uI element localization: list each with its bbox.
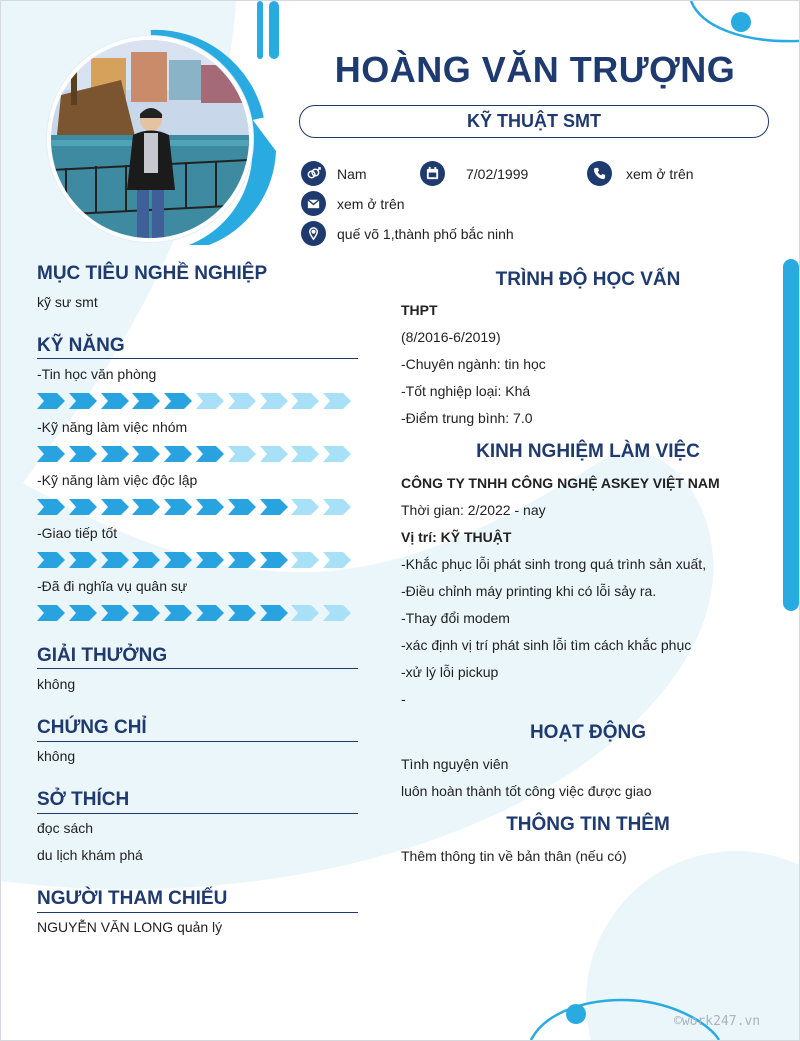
skill-arrow-filled xyxy=(132,605,160,621)
hobbies-title: SỞ THÍCH xyxy=(37,789,130,810)
objective-title: MỤC TIÊU NGHỀ NGHIỆP xyxy=(37,263,268,284)
skill-arrow-empty xyxy=(323,605,351,621)
awards-title: GIẢI THƯỞNG xyxy=(37,645,168,666)
experience-position xyxy=(401,529,511,545)
skill-arrow-filled xyxy=(132,552,160,568)
skill-arrow-filled xyxy=(196,499,224,515)
skill-arrow-filled xyxy=(196,446,224,462)
skill-label: -Kỹ năng làm việc nhóm xyxy=(37,419,188,435)
certificates-title: CHỨNG CHỈ xyxy=(37,717,147,738)
skill-arrow-filled xyxy=(260,552,288,568)
awards-text: không xyxy=(37,676,76,692)
skill-level-bar xyxy=(37,605,355,621)
experience-line: -Điều chỉnh máy printing khi có lỗi sảy ra. xyxy=(401,583,657,599)
skill-arrow-filled xyxy=(196,552,224,568)
watermark: ©work247.vn xyxy=(674,1014,761,1029)
experience-title: KINH NGHIỆM LÀM VIỆC xyxy=(476,441,700,462)
skill-arrow-filled xyxy=(37,446,65,462)
activity-line: Tình nguyện viên xyxy=(401,756,509,772)
skill-arrow-filled xyxy=(132,446,160,462)
skill-arrow-empty xyxy=(260,393,288,409)
skill-arrow-filled xyxy=(132,499,160,515)
skill-arrow-filled xyxy=(101,552,129,568)
bg-circle-bottom-right xyxy=(586,851,799,1040)
skill-level-bar xyxy=(37,393,355,409)
objective-text: kỹ sư smt xyxy=(37,294,98,310)
skill-arrow-empty xyxy=(291,499,319,515)
phone-value: xem ở trên xyxy=(626,165,694,182)
skill-arrow-empty xyxy=(291,446,319,462)
skill-level-bar xyxy=(37,446,355,462)
candidate-name: HOÀNG VĂN TRƯỢNG xyxy=(334,49,736,90)
skill-label: -Tin học văn phòng xyxy=(37,366,157,382)
skill-arrow-empty xyxy=(323,393,351,409)
skill-arrow-filled xyxy=(228,605,256,621)
job-title-box xyxy=(299,105,769,138)
skill-arrow-filled xyxy=(37,552,65,568)
hobbies-divider xyxy=(37,813,358,814)
more-info-text: Thêm thông tin về bản thân (nếu có) xyxy=(401,848,627,864)
skill-arrow-filled xyxy=(228,552,256,568)
contact-gender xyxy=(301,161,367,186)
skill-arrow-empty xyxy=(323,446,351,462)
profile-photo-frame xyxy=(47,36,253,242)
education-school: THPT xyxy=(401,302,438,318)
education-line: -Chuyên ngành: tin học xyxy=(401,356,546,372)
skill-arrow-filled xyxy=(132,393,160,409)
hobby-item: du lịch khám phá xyxy=(37,847,143,863)
gender-value: Nam xyxy=(337,165,367,182)
skill-label: -Đã đi nghĩa vụ quân sự xyxy=(37,578,188,594)
skill-arrow-filled xyxy=(101,499,129,515)
skills-title: KỸ NĂNG xyxy=(37,335,125,356)
bg-dot-bottom xyxy=(566,1004,586,1024)
activity-line: luôn hoàn thành tốt công việc được giao xyxy=(401,783,652,799)
skill-arrow-filled xyxy=(101,446,129,462)
profile-photo xyxy=(51,40,249,238)
skill-level-bar xyxy=(37,552,355,568)
references-title: NGƯỜI THAM CHIẾU xyxy=(37,888,228,909)
bg-bar-top-2 xyxy=(269,1,279,59)
calendar-icon xyxy=(420,161,445,186)
skill-arrow-filled xyxy=(164,446,192,462)
birthday-value: 7/02/1999 xyxy=(466,165,529,182)
hobby-item: đọc sách xyxy=(37,820,94,836)
skill-arrow-filled xyxy=(69,605,97,621)
skill-arrow-filled xyxy=(196,605,224,621)
skill-arrow-filled xyxy=(164,393,192,409)
skill-arrow-empty xyxy=(291,605,319,621)
bg-bar-top-1 xyxy=(257,1,263,59)
skill-label: -Giao tiếp tốt xyxy=(37,525,118,541)
education-line: -Tốt nghiệp loại: Khá xyxy=(401,383,531,399)
references-divider xyxy=(37,912,358,913)
experience-company: CÔNG TY TNHH CÔNG NGHỆ ASKEY VIỆT NAM xyxy=(401,475,720,491)
job-title: KỸ THUẬT SMT xyxy=(467,111,601,131)
certificates-text: không xyxy=(37,748,76,764)
skill-level-bar xyxy=(37,499,355,515)
skill-arrow-filled xyxy=(164,605,192,621)
skill-arrow-filled xyxy=(37,605,65,621)
experience-line: -Thay đổi modem xyxy=(401,610,510,626)
bg-dot-top-right xyxy=(731,12,751,32)
skill-arrow-filled xyxy=(164,552,192,568)
skill-arrow-empty xyxy=(323,499,351,515)
map-pin-icon xyxy=(301,221,326,246)
experience-line: -xác định vị trí phát sinh lỗi tìm cách khắc phục xyxy=(401,637,692,653)
bg-bar-right xyxy=(783,259,799,611)
education-line: -Điểm trung bình: 7.0 xyxy=(401,410,533,426)
phone-icon xyxy=(587,161,612,186)
skill-arrow-empty xyxy=(291,552,319,568)
skill-arrow-empty xyxy=(228,393,256,409)
address-value: quế võ 1,thành phố bắc ninh xyxy=(337,225,514,242)
experience-line: -Khắc phục lỗi phát sinh trong quá trình sản xuất, xyxy=(401,556,707,572)
skill-arrow-filled xyxy=(101,605,129,621)
envelope-icon xyxy=(301,191,326,216)
skill-arrow-empty xyxy=(291,393,319,409)
position-value: KỸ THUẬT xyxy=(440,529,512,545)
skill-arrow-filled xyxy=(69,393,97,409)
contact-email xyxy=(301,191,405,216)
contact-birthday xyxy=(420,161,528,186)
skill-arrow-filled xyxy=(228,499,256,515)
skill-arrow-empty xyxy=(228,446,256,462)
experience-line: - xyxy=(401,691,406,707)
skill-arrow-filled xyxy=(69,499,97,515)
skill-arrow-filled xyxy=(164,499,192,515)
activities-title: HOẠT ĐỘNG xyxy=(529,722,647,743)
skill-arrow-filled xyxy=(37,499,65,515)
education-line: (8/2016-6/2019) xyxy=(401,329,501,345)
skill-arrow-filled xyxy=(101,393,129,409)
skill-arrow-filled xyxy=(69,446,97,462)
skill-label: -Kỹ năng làm việc độc lập xyxy=(37,472,198,488)
more-info-title: THÔNG TIN THÊM xyxy=(506,814,670,835)
skill-arrow-filled xyxy=(260,499,288,515)
skills-divider xyxy=(37,358,358,359)
gender-icon xyxy=(301,161,326,186)
experience-period: Thời gian: 2/2022 - nay xyxy=(401,502,546,518)
skill-arrow-empty xyxy=(196,393,224,409)
contact-address xyxy=(301,221,514,246)
references-text: NGUYỄN VĂN LONG quản lý xyxy=(37,919,223,935)
certificates-divider xyxy=(37,741,358,742)
skill-arrow-empty xyxy=(260,446,288,462)
skill-arrow-empty xyxy=(323,552,351,568)
education-title: TRÌNH ĐỘ HỌC VẤN xyxy=(495,269,681,290)
skill-arrow-filled xyxy=(37,393,65,409)
skill-arrow-filled xyxy=(260,605,288,621)
skill-arrow-filled xyxy=(69,552,97,568)
email-value: xem ở trên xyxy=(337,195,405,212)
position-label: Vị trí: xyxy=(401,529,437,545)
experience-line: -xử lý lỗi pickup xyxy=(401,664,499,680)
awards-divider xyxy=(37,668,358,669)
contact-phone xyxy=(587,161,694,186)
